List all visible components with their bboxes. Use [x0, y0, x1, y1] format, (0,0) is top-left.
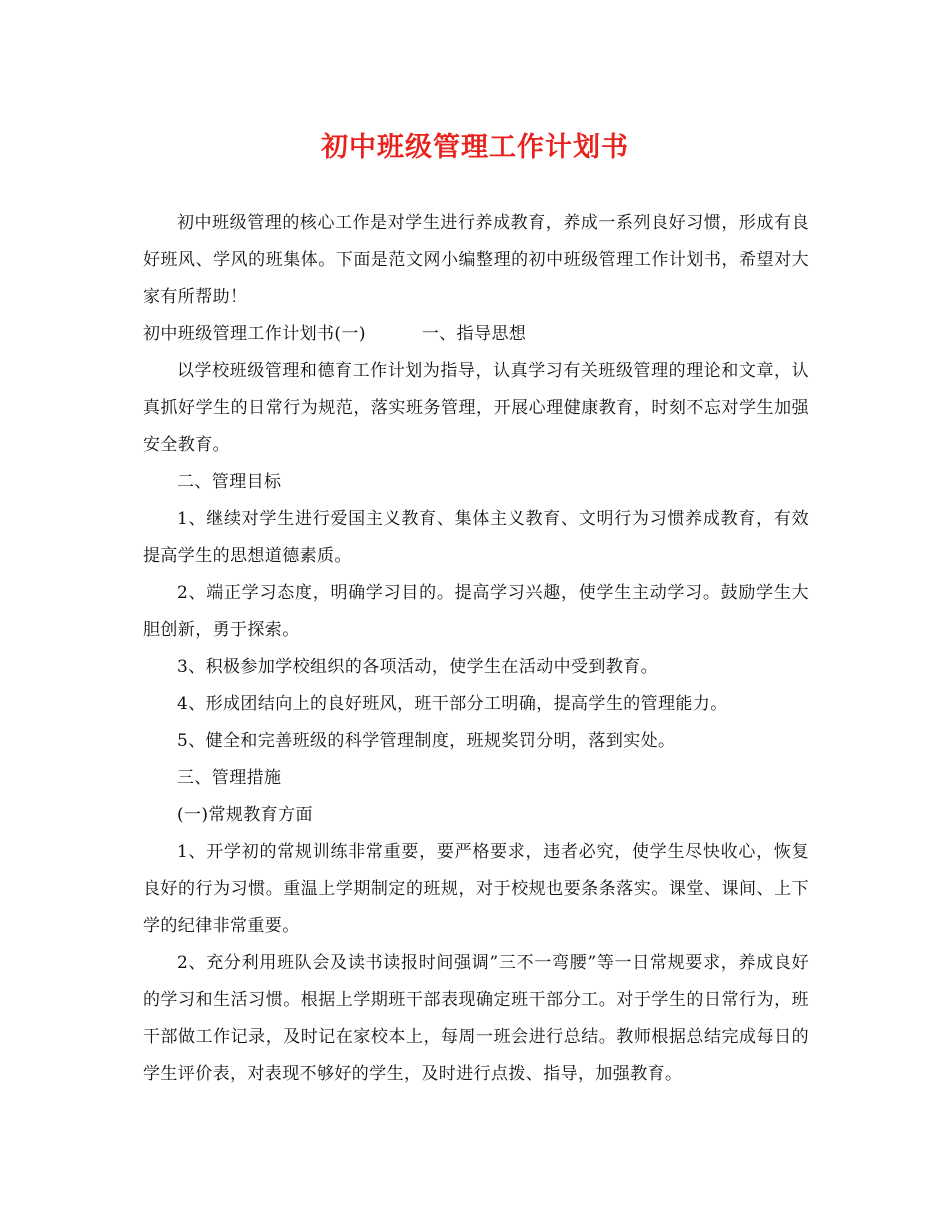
document-body	[143, 205, 809, 1093]
goal-item-1: 1、继续对学生进行爱国主义教育、集体主义教育、文明行为习惯养成教育，有效提高学生的思想道德素质。	[143, 509, 809, 566]
intro-paragraph: 初中班级管理的核心工作是对学生进行养成教育，养成一系列良好习惯，形成有良好班风、学风的班集体。下面是范文网小编整理的初中班级管理工作计划书，希望对大家有所帮助！	[143, 213, 809, 307]
document-title: 初中班级管理工作计划书	[321, 132, 629, 163]
heading-guiding-thought: 一、指导思想	[421, 324, 527, 344]
measure-item-1: 1、开学初的常规训练非常重要，要严格要求，违者必究，使学生尽快收心，恢复良好的行为习惯。重温上学期制定的班规，对于校规也要条条落实。课堂、课间、上下学的纪律非常重要。	[143, 842, 809, 936]
section-line	[143, 316, 809, 353]
goal-item-3: 3、积极参加学校组织的各项活动，使学生在活动中受到教育。	[177, 657, 659, 677]
heading-management-measures: 三、管理措施	[177, 768, 282, 788]
subheading-routine-education: (一)常规教育方面	[177, 805, 313, 825]
goal-item-5: 5、健全和完善班级的科学管理制度，班规奖罚分明，落到实处。	[177, 731, 676, 751]
goal-item-2: 2、端正学习态度，明确学习目的。提高学习兴趣，使学生主动学习。鼓励学生大胆创新，勇于探索。	[143, 583, 809, 640]
measure-item-2: 2、充分利用班队会及读书读报时间强调”三不一弯腰”等一日常规要求，养成良好的学习和生活习惯。根据上学期班干部表现确定班干部分工。对于学生的日常行为，班干部做工作记录，及时记在家校本上，每周一班会进行总结。教师根据总结完成每日的学生评价表，对表现不够好的学生，及时进行点拨、指导，加强教育。	[143, 953, 809, 1084]
heading-management-goals: 二、管理目标	[177, 472, 282, 492]
section-title: 初中班级管理工作计划书(一)	[143, 324, 366, 344]
guiding-paragraph: 以学校班级管理和德育工作计划为指导，认真学习有关班级管理的理论和文章，认真抓好学生的日常行为规范，落实班务管理，开展心理健康教育，时刻不忘对学生加强安全教育。	[143, 361, 809, 455]
goal-item-4: 4、形成团结向上的良好班风，班干部分工明确，提高学生的管理能力。	[177, 694, 728, 714]
